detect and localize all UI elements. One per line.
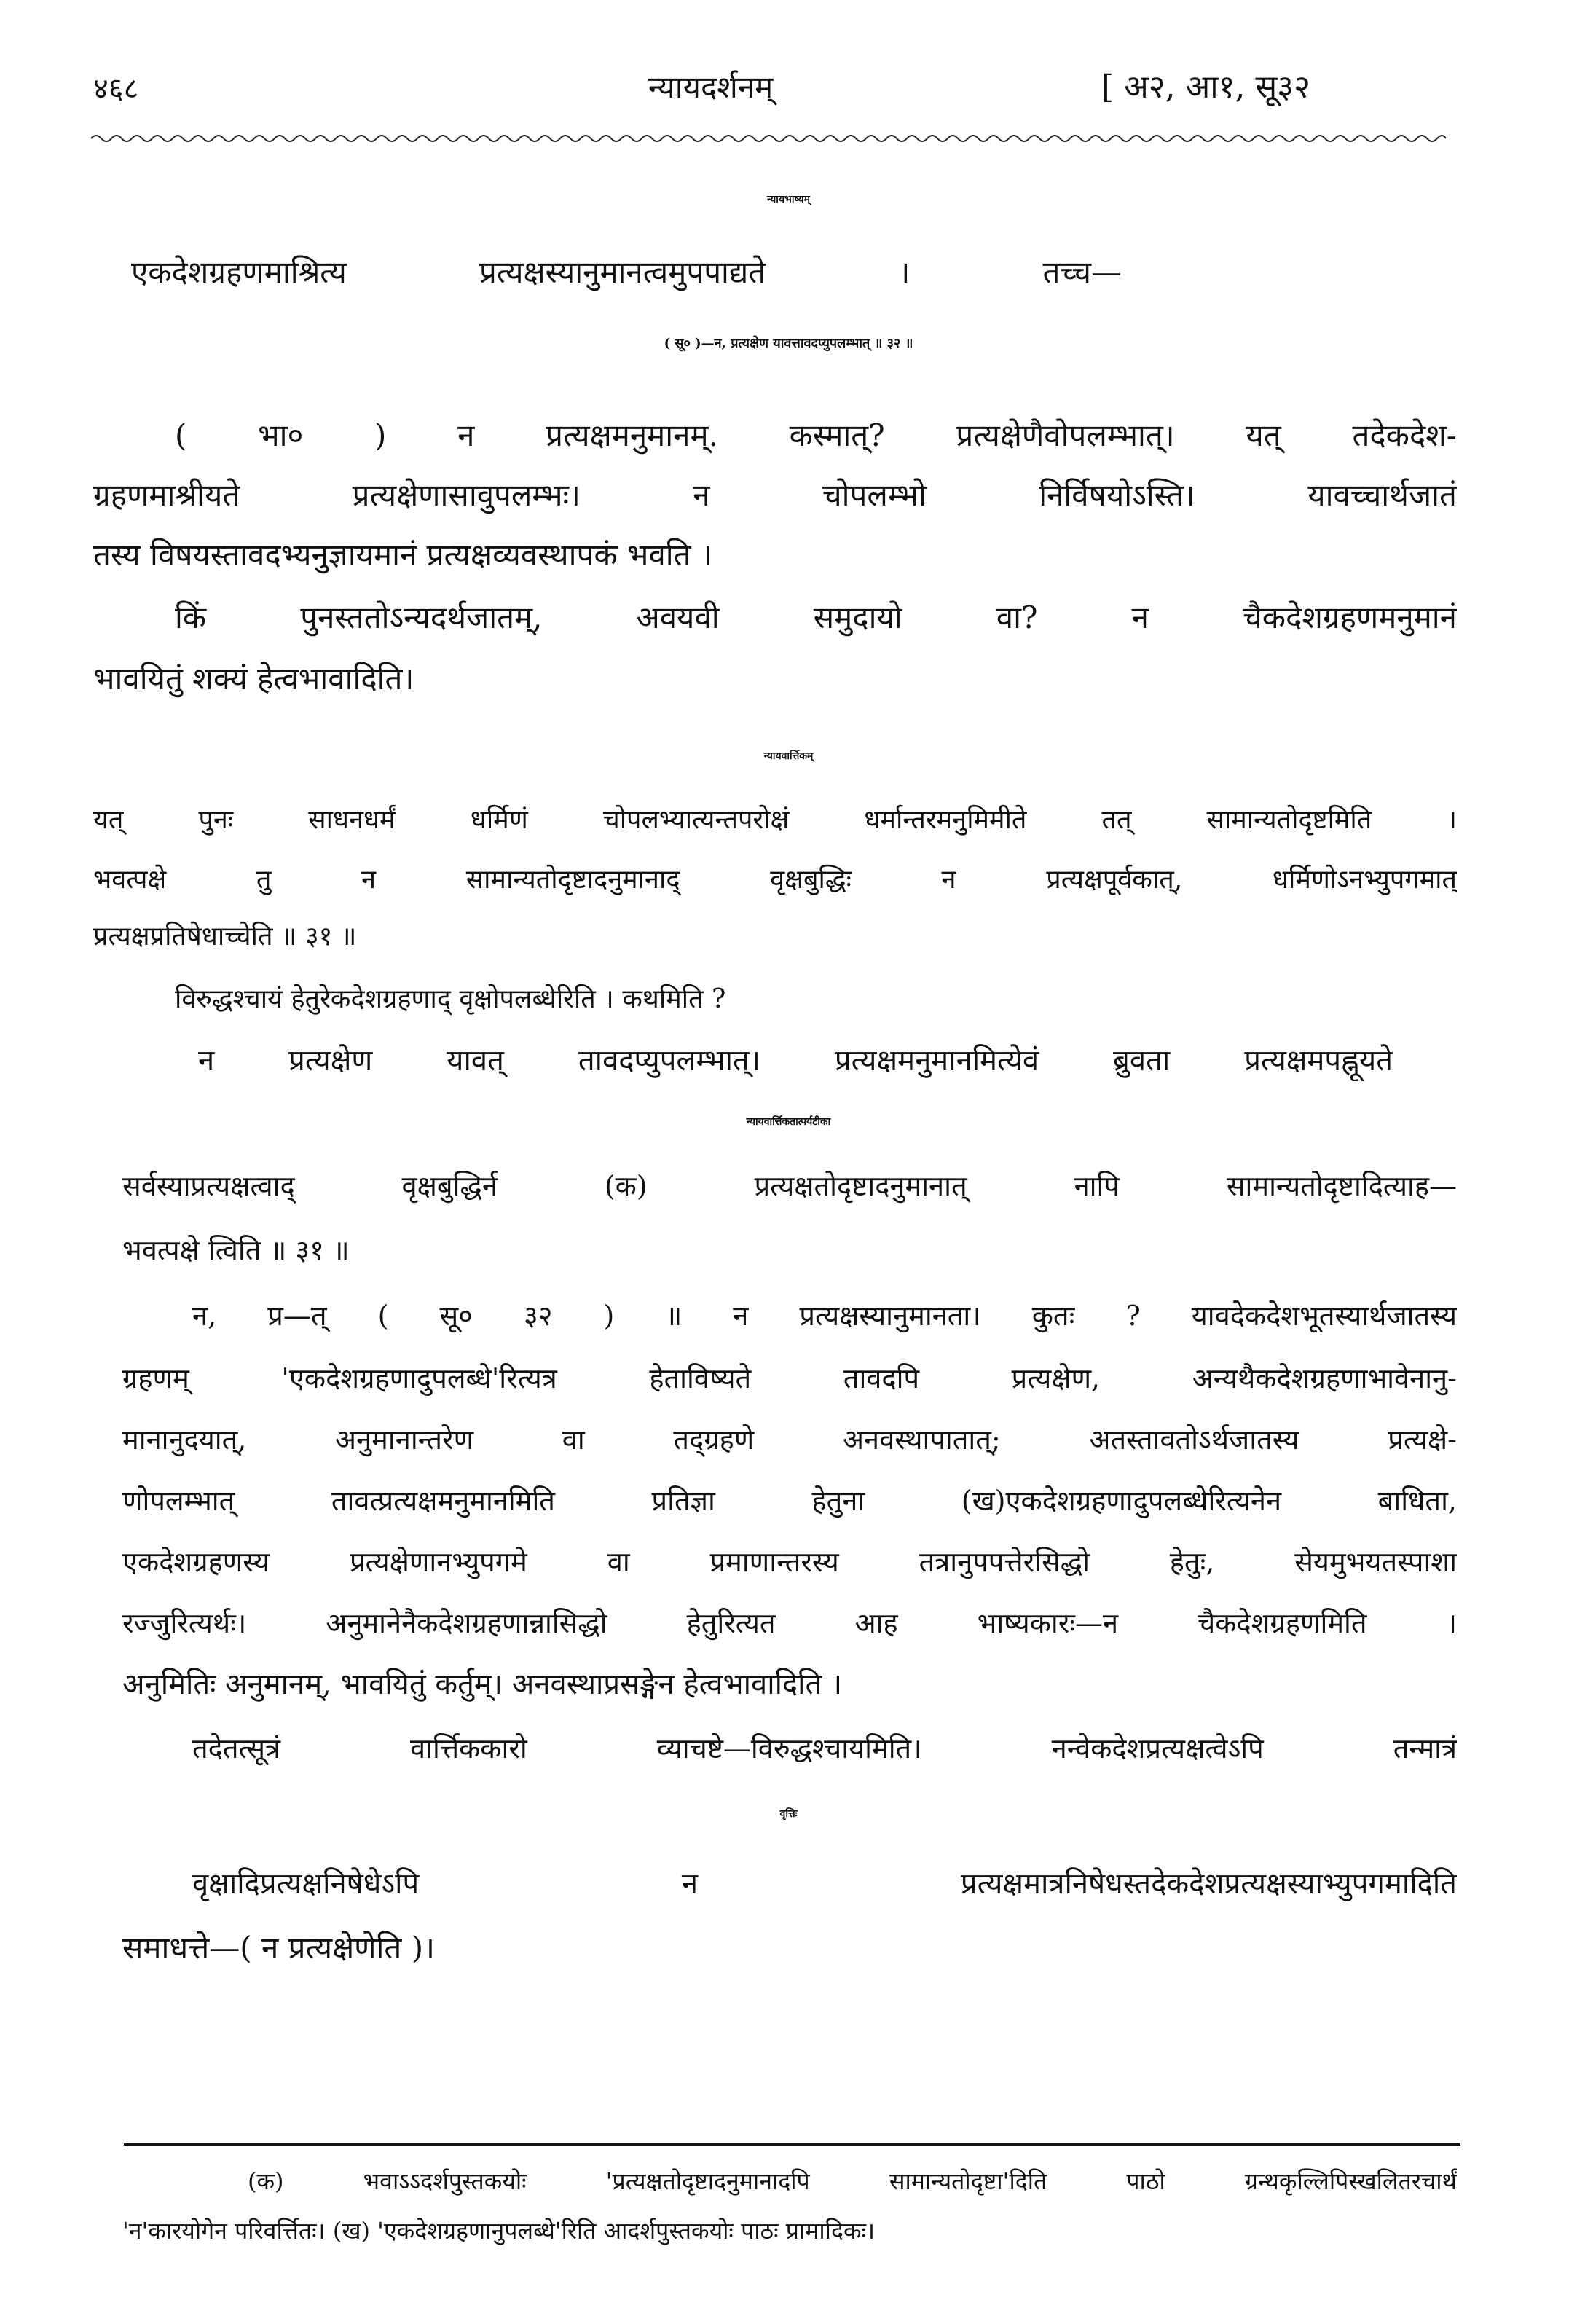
footnote-rule — [124, 2143, 1460, 2146]
vartika-line3: प्रत्यक्षप्रतिषेधाच्चेति ॥ ३१ ॥ — [93, 922, 357, 951]
tika-line8: रज्जुरित्यर्थः। अनुमानेनैकदेशग्रहणान्नासिद्धो हेतुरित्यत आह भाष्यकारः—न चैकदेशग्रहणमिति । — [122, 1607, 1457, 1639]
bhashya-para1-line1: ( भा० ) न प्रत्यक्षमनुमानम्. कस्मात्? प्रत्यक्षेणैवोपलम्भात्। यत् तदेकदेश- — [175, 417, 1457, 453]
bhashya-para2-line2: भावयितुं शक्यं हेत्वभावादिति। — [93, 661, 414, 696]
vartika-line5: न प्रत्यक्षेण यावत् तावदप्युपलम्भात्। प्रत्यक्षमनुमानमित्येवं ब्रुवता प्रत्यक्षमपह्नूयते — [198, 1044, 1393, 1077]
vritti-heading: वृत्तिः — [779, 1808, 798, 1820]
tika-line4: ग्रहणम् 'एकदेशग्रहणादुपलब्धे'रित्यत्र हेताविष्यते तावदपि प्रत्यक्षेण, अन्यथैकदेशग्रहणाभावेनानु- — [122, 1362, 1457, 1394]
page-number: ४६८ — [93, 72, 139, 106]
vartika-line2: भवत्पक्षे तु न सामान्यतोदृष्टादनुमानाद् वृक्षबुद्धिः न प्रत्यक्षपूर्वकात्, धर्मिणोऽनभ्युपगमात् — [93, 865, 1457, 895]
bhashya-para1-line2: ग्रहणमाश्रीयते प्रत्यक्षेणासावुपलम्भः। न चोपलम्भो निर्विषयोऽस्ति। यावच्चार्थजातं — [93, 477, 1457, 513]
bhashya-para1-line3: तस्य विषयस्तावदभ्यनुज्ञायमानं प्रत्यक्षव्यवस्थापकं भवति । — [93, 537, 712, 573]
tika-line6: णोपलम्भात् तावत्प्रत्यक्षमनुमानमिति प्रतिज्ञा हेतुना (ख)एकदेशग्रहणादुपलब्धेरित्यनेन बाधिता, — [122, 1485, 1457, 1517]
vritti-line1: वृक्षादिप्रत्यक्षनिषेधेऽपि न प्रत्यक्षमात्रनिषेधस्तदेकदेशप्रत्यक्षस्याभ्युपगमादिति — [192, 1867, 1457, 1901]
bhashya-intro: एकदेशग्रहणमाश्रित्य प्रत्यक्षस्यानुमानत्वमुपपाद्यते । तच्च— — [131, 254, 1122, 290]
footnote-kha: 'न'कारयोगेन परिवर्त्तितः। (ख) 'एकदेशग्रहणानुपलब्धे'रिति आदर्शपुस्तकयोः पाठः प्रामादिकः। — [122, 2217, 876, 2245]
tika-line3: न, प्र—त् ( सू० ३२ ) ॥ न प्रत्यक्षस्यानुमानता। कुतः ? यावदेकदेशभूतस्यार्थजातस्य — [192, 1300, 1457, 1332]
tika-heading: न्यायवार्त्तिकतात्पर्यटीका — [746, 1116, 831, 1128]
section-reference: [ अ२, आ१, सू३२ — [1101, 68, 1310, 106]
vritti-line2: समाधत्ते—( न प्रत्यक्षेणेति )। — [122, 1930, 436, 1966]
bhashya-heading: न्यायभाष्यम् — [767, 194, 810, 205]
vartika-line4: विरुद्धश्चायं हेतुरेकदेशग्रहणाद् वृक्षोपलब्धेरिति । कथमिति ? — [175, 984, 726, 1014]
tika-line5: मानानुदयात्, अनुमानान्तरेण वा तद्ग्रहणे अनवस्थापातात्; अतस्तावतोऽर्थजातस्य प्रत्यक्षे- — [122, 1424, 1457, 1456]
footnote-ka: (क) भवाऽऽदर्शपुस्तकयोः 'प्रत्यक्षतोदृष्टादनुमानादपि सामान्यतोदृष्टा'दिति पाठो ग्रन्थकृल्लिपिस्खलितरचार्थं — [248, 2167, 1457, 2195]
vartika-line1: यत् पुनः साधनधर्मं धर्मिणं चोपलभ्यात्यन्तपरोक्षं धर्मान्तरमनुमिमीते तत् सामान्यतोदृष्टमिति । — [93, 805, 1457, 835]
tika-line1: सर्वस्याप्रत्यक्षत्वाद् वृक्षबुद्धिर्न (क) प्रत्यक्षतोदृष्टादनुमानात् नापि सामान्यतोदृष्टादित्याह— — [122, 1170, 1457, 1202]
tika-line2: भवत्पक्षे त्विति ॥ ३१ ॥ — [122, 1234, 350, 1266]
vartika-heading: न्यायवार्त्तिकम् — [763, 750, 814, 762]
bhashya-para2-line1: किं पुनस्ततोऽन्यदर्थजातम्, अवयवी समुदायो वा? न चैकदेशग्रहणमनुमानं — [175, 600, 1457, 635]
tika-line9: अनुमितिः अनुमानम्, भावयितुं कर्तुम्। अनवस्थाप्रसङ्गेन हेत्वभावादिति । — [122, 1668, 843, 1701]
running-title: न्यायदर्शनम् — [648, 69, 774, 105]
header-wavy-rule — [91, 133, 1446, 144]
tika-line7: एकदेशग्रहणस्य प्रत्यक्षेणानभ्युपगमे वा प्रमाणान्तरस्य तत्रानुपपत्तेरसिद्धो हेतुः, सेयमुभयतस्पाशा — [122, 1546, 1457, 1578]
tika-line10: तदेतत्सूत्रं वार्त्तिककारो व्याचष्टे—विरुद्धश्चायमिति। नन्वेकदेशप्रत्यक्षत्वेऽपि तन्मात्रं — [192, 1732, 1457, 1764]
sutra-32: ( सू० )—न, प्रत्यक्षेण यावत्तावदप्युपलम्भात् ॥ ३२ ॥ — [664, 336, 913, 351]
